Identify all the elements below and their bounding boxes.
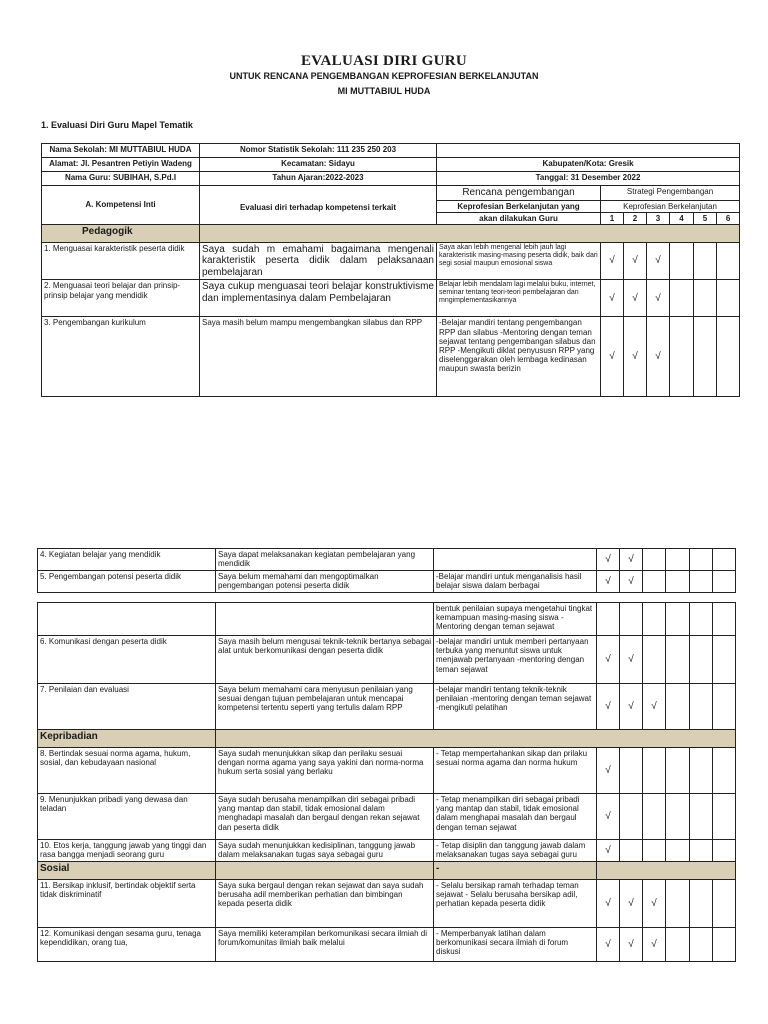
- col-6: 6: [717, 212, 740, 224]
- row3-evaluasi: Saya masih belum mampu mengembangkan silabus dan RPP: [200, 317, 437, 397]
- document-title: EVALUASI DIRI GURU: [301, 53, 467, 69]
- section-heading: 1. Evaluasi Diri Guru Mapel Tematik: [41, 120, 193, 130]
- row1-cell-6: [717, 242, 740, 280]
- document-subtitle: UNTUK RENCANA PENGEMBANGAN KEPROFESIAN BERKELANJUTAN: [229, 71, 539, 81]
- row1-rencana: Saya akan lebih mengenal lebih jauh lagi karakteristik masing-masing peserta didik, baik dari segi sosial maupun emosional siswa: [437, 242, 601, 280]
- row8-evaluasi: Saya sudah menunjukkan sikap dan perilaku sesuai dengan norma agama yang saya yakini dan norma-norma hukum serta sosial yang berlaku: [216, 748, 434, 794]
- row10-cell-5: [690, 840, 713, 862]
- row4-cell-4: [666, 549, 690, 571]
- row12-check-1: √: [597, 928, 620, 962]
- section-kepribadian: Kepribadian: [38, 730, 216, 748]
- row5-cont-kompetensi: [38, 603, 216, 636]
- row11-cell-6: [713, 880, 736, 928]
- row12-rencana: - Memperbanyak latihan dalam berkomunikasi secara ilmiah di forum diskusi: [434, 928, 597, 962]
- row5-cell-6: [713, 571, 736, 593]
- row4-check-2: √: [620, 549, 643, 571]
- row9-cell-3: [643, 794, 666, 840]
- row12-check-2: √: [620, 928, 643, 962]
- row4-cell-3: [643, 549, 666, 571]
- info-tahun: Tahun Ajaran:2022-2023: [200, 172, 437, 186]
- row7-check-1: √: [597, 684, 620, 730]
- row11-rencana: - Selalu bersikap ramah terhadap teman sejawat - Selalu berusaha bersikap adil, perhatian kepada peserta didik: [434, 880, 597, 928]
- row9-cell-4: [666, 794, 690, 840]
- school-name: MI MUTTABIUL HUDA: [337, 86, 431, 96]
- section-band: [216, 730, 736, 748]
- row8-cell-3: [643, 748, 666, 794]
- header-strategi-2: Keprofesian Berkelanjutan: [601, 200, 740, 212]
- row10-kompetensi: 10. Etos kerja, tanggung jawab yang tinggi dan rasa bangga menjadi seorang guru: [38, 840, 216, 862]
- row6-cell-4: [666, 636, 690, 684]
- section-pedagogik: Pedagogik: [42, 224, 200, 242]
- row2-cell-5: [694, 280, 717, 317]
- row2-cell-4: [670, 280, 694, 317]
- evaluation-table-3: [37, 602, 736, 962]
- section-band: [200, 224, 740, 242]
- row11-check-3: √: [643, 880, 666, 928]
- row5-cell-4: [666, 571, 690, 593]
- row6-evaluasi: Saya masih belum mengusai teknik-teknik bertanya sebagai alat untuk berkomunikasi dengan peserta didik: [216, 636, 434, 684]
- row5-cont-cell-3: [643, 603, 666, 636]
- info-kabupaten: Kabupaten/Kota: Gresik: [437, 158, 740, 172]
- row6-kompetensi: 6. Komunikasi dengan peserta didik: [38, 636, 216, 684]
- row7-cell-5: [690, 684, 713, 730]
- row5-rencana: -Belajar mandiri untuk menganalisis hasil belajar siswa dalam berbagai: [434, 571, 597, 593]
- row5-cont-cell-2: [620, 603, 643, 636]
- row5-evaluasi: Saya belum memahami dan mengoptimalkan pengembangan potensi peserta didik: [216, 571, 434, 593]
- header-strategi-1: Strategi Pengembangan: [601, 186, 740, 201]
- row5-kompetensi: 5. Pengembangan potensi peserta didik: [38, 571, 216, 593]
- info-nama-guru: Nama Guru: SUBIHAH, S.Pd.I: [42, 172, 200, 186]
- row11-check-2: √: [620, 880, 643, 928]
- row5-cont-cell-5: [690, 603, 713, 636]
- row5-check-1: √: [597, 571, 620, 593]
- row6-cell-6: [713, 636, 736, 684]
- row6-cell-5: [690, 636, 713, 684]
- row5-cell-5: [690, 571, 713, 593]
- row2-evaluasi: Saya cukup menguasai teori belajar konstruktivisme dan implementasinya dalam Pembelajaran: [200, 280, 437, 317]
- row10-cell-4: [666, 840, 690, 862]
- row4-rencana: [434, 549, 597, 571]
- row10-cell-2: [620, 840, 643, 862]
- row6-check-2: √: [620, 636, 643, 684]
- row1-cell-5: [694, 242, 717, 280]
- row7-check-2: √: [620, 684, 643, 730]
- row11-check-1: √: [597, 880, 620, 928]
- info-alamat: Alamat: Jl. Pesantren Petiyin Wadeng: [42, 158, 200, 172]
- evaluation-table-1: [41, 143, 740, 397]
- row7-cell-4: [666, 684, 690, 730]
- row12-cell-5: [690, 928, 713, 962]
- row1-evaluasi: Saya sudah m emahami bagaimana mengenali karakteristik peserta didik dalam pelaksanaan pembelajaran: [200, 242, 437, 280]
- row7-cell-6: [713, 684, 736, 730]
- info-nss: Nomor Statistik Sekolah: 111 235 250 203: [200, 144, 437, 158]
- row8-cell-5: [690, 748, 713, 794]
- row4-kompetensi: 4. Kegiatan belajar yang mendidik: [38, 549, 216, 571]
- row1-check-1: √: [601, 242, 624, 280]
- row4-cell-5: [690, 549, 713, 571]
- info-blank: [437, 144, 740, 158]
- row12-check-3: √: [643, 928, 666, 962]
- row2-check-3: √: [647, 280, 670, 317]
- row8-kompetensi: 8. Bertindak sesuai norma agama, hukum, sosial, dan kebudayaan nasional: [38, 748, 216, 794]
- row1-cell-4: [670, 242, 694, 280]
- row12-cell-4: [666, 928, 690, 962]
- row9-evaluasi: Saya sudah berusaha menampilkan diri sebagai pribadi yang mantap dan stabil, tidak emosional dalam menghadapi masalah dan bergaul dengan rekan sejawat dan peserta didik: [216, 794, 434, 840]
- row3-rencana: -Belajar mandiri tentang pengembangan RPP dan silabus -Mentoring dengan teman sejawat tentang pengembangan silabus dan RPP -Mengikuti diklat penyususn RPP yang diselenggarakan oleh lembaga kedinasan maupun swasta berizin: [437, 317, 601, 397]
- row3-cell-5: [694, 317, 717, 397]
- header-kompetensi: A. Kompetensi Inti: [42, 186, 200, 225]
- row12-evaluasi: Saya memiliki keterampilan berkomunikasi secara ilmiah di forum/komunitas ilmiah baik melalui: [216, 928, 434, 962]
- row7-kompetensi: 7. Penilaian dan evaluasi: [38, 684, 216, 730]
- row9-cell-6: [713, 794, 736, 840]
- header-rencana-1: Rencana pengembangan: [437, 186, 601, 201]
- row1-kompetensi: 1. Menguasai karakteristik peserta didik: [42, 242, 200, 280]
- row1-check-3: √: [647, 242, 670, 280]
- section-band: [216, 862, 434, 880]
- row4-evaluasi: Saya dapat melaksanakan kegiatan pembelajaran yang mendidik: [216, 549, 434, 571]
- row2-cell-6: [717, 280, 740, 317]
- row4-check-1: √: [597, 549, 620, 571]
- row10-cell-3: [643, 840, 666, 862]
- section-band: [597, 862, 736, 880]
- col-5: 5: [694, 212, 717, 224]
- row8-cell-6: [713, 748, 736, 794]
- row6-check-1: √: [597, 636, 620, 684]
- row6-rencana: -belajar mandiri untuk memberi pertanyaan terbuka yang menuntut siswa untuk menjawab pertanyaan -mentoring dengan teman sejawat: [434, 636, 597, 684]
- row9-rencana: - Tetap menampilkan diri sebagai pribadi yang mantap dan stabil, tidak emosional dalam menghapai masalah dan bergaul dengan teman sejawat: [434, 794, 597, 840]
- row9-check-1: √: [597, 794, 620, 840]
- col-1: 1: [601, 212, 624, 224]
- col-2: 2: [624, 212, 647, 224]
- col-4: 4: [670, 212, 694, 224]
- row5-cell-3: [643, 571, 666, 593]
- info-tanggal: Tanggal: 31 Desember 2022: [437, 172, 740, 186]
- header-evaluasi: Evaluasi diri terhadap kompetensi terkait: [200, 186, 437, 225]
- row3-cell-4: [670, 317, 694, 397]
- row8-cell-4: [666, 748, 690, 794]
- row2-check-1: √: [601, 280, 624, 317]
- row2-check-2: √: [624, 280, 647, 317]
- header-rencana-2: Keprofesian Berkelanjutan yang: [437, 200, 601, 212]
- row3-check-3: √: [647, 317, 670, 397]
- row3-check-1: √: [601, 317, 624, 397]
- row2-rencana: Belajar lebih mendalam lagi melalui buku, internet, seminar tentang teori-teori pembelajaran dan mngimplementasikannya: [437, 280, 601, 317]
- row4-cell-6: [713, 549, 736, 571]
- row3-cell-6: [717, 317, 740, 397]
- row11-cell-5: [690, 880, 713, 928]
- row6-cell-3: [643, 636, 666, 684]
- info-nama-sekolah: Nama Sekolah: MI MUTTABIUL HUDA: [42, 144, 200, 158]
- row8-rencana: - Tetap mempertahankan sikap dan prilaku sesuai norma agama dan norma hukum: [434, 748, 597, 794]
- row7-evaluasi: Saya belum memahami cara menyusun penilaian yang sesuai dengan tujuan pembelajaran untuk mencapai kompetensi tertentu seperti yang tertulis dalam RPP: [216, 684, 434, 730]
- row9-kompetensi: 9. Menunjukkan pribadi yang dewasa dan teladan: [38, 794, 216, 840]
- row2-kompetensi: 2. Menguasai teori belajar dan prinsip-prinsip belajar yang mendidik: [42, 280, 200, 317]
- row5-cont-rencana: bentuk penilaian supaya mengetahui tingkat kemampuan masing-masing siswa -Mentoring dengan teman sejawat: [434, 603, 597, 636]
- row9-cell-2: [620, 794, 643, 840]
- info-kecamatan: Kecamatan: Sidayu: [200, 158, 437, 172]
- section-sosial-mark: -: [434, 862, 597, 880]
- row7-rencana: -belajar mandiri tentang teknik-teknik penilaian -mentoring dengan teman sejawat -mengikuti pelatihan: [434, 684, 597, 730]
- row5-check-2: √: [620, 571, 643, 593]
- col-3: 3: [647, 212, 670, 224]
- row10-rencana: - Tetap disiplin dan tanggung jawab dalam melaksanakan tugas saya sebagai guru: [434, 840, 597, 862]
- row11-evaluasi: Saya suka bergaul dengan rekan sejawat dan saya sudah berusaha adil memberikan perhatian dan bimbingan kepada peserta didik: [216, 880, 434, 928]
- row5-cont-cell-1: [597, 603, 620, 636]
- row3-kompetensi: 3. Pengembangan kurikulum: [42, 317, 200, 397]
- row9-cell-5: [690, 794, 713, 840]
- row10-cell-6: [713, 840, 736, 862]
- row3-check-2: √: [624, 317, 647, 397]
- row5-cont-cell-4: [666, 603, 690, 636]
- row5-cont-evaluasi: [216, 603, 434, 636]
- row10-check-1: √: [597, 840, 620, 862]
- header-rencana-3: akan dilakukan Guru: [437, 212, 601, 224]
- row7-check-3: √: [643, 684, 666, 730]
- row5-cont-cell-6: [713, 603, 736, 636]
- row12-kompetensi: 12. Komunikasi dengan sesama guru, tenaga kependidikan, orang tua,: [38, 928, 216, 962]
- row12-cell-6: [713, 928, 736, 962]
- row8-cell-2: [620, 748, 643, 794]
- row11-kompetensi: 11. Bersikap inklusif, bertindak objektif serta tidak diskriminatif: [38, 880, 216, 928]
- row10-evaluasi: Saya sudah menunjukkan kedisiplinan, tanggung jawab dalam melaksanakan tugas saya sebagai guru: [216, 840, 434, 862]
- row11-cell-4: [666, 880, 690, 928]
- evaluation-table-2: [37, 548, 736, 593]
- row1-check-2: √: [624, 242, 647, 280]
- section-sosial: Sosial: [38, 862, 216, 880]
- row8-check-1: √: [597, 748, 620, 794]
